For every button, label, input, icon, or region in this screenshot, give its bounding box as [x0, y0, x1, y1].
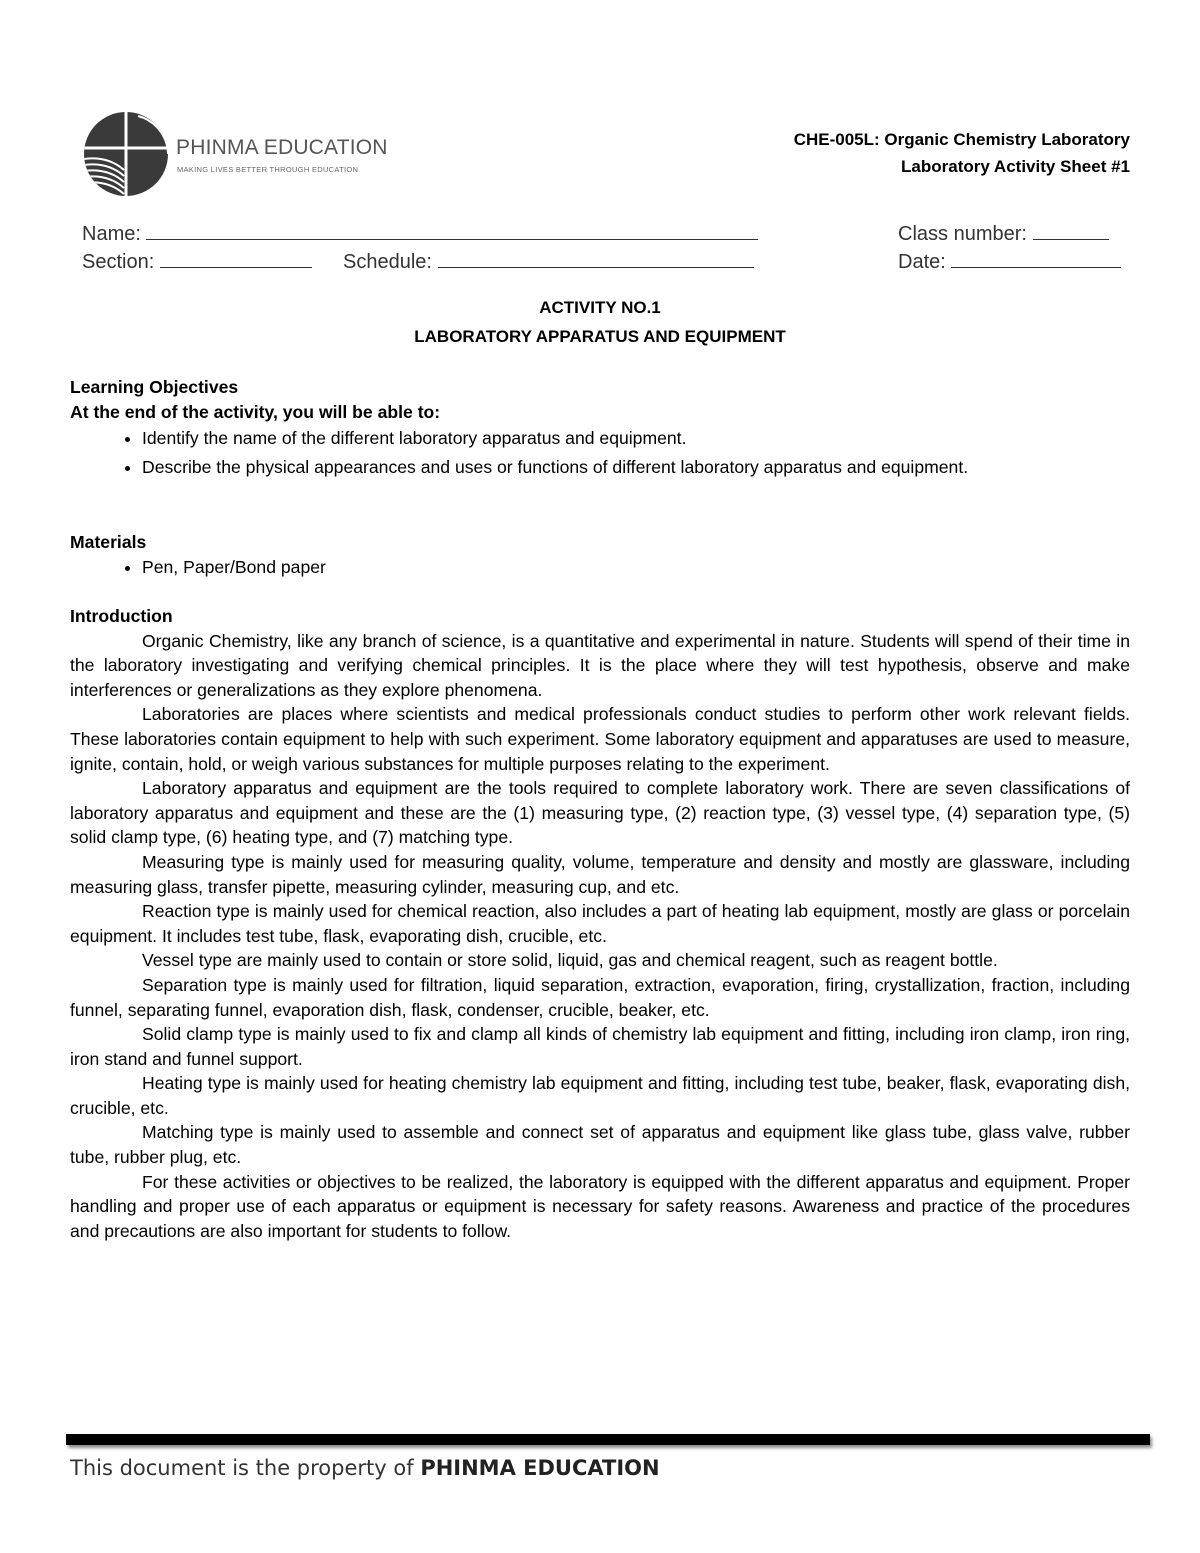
intro-paragraph: Heating type is mainly used for heating chemistry lab equipment and fitting, including test tube, beaker, flask, evaporating dish, crucible, etc.	[70, 1073, 1130, 1118]
schedule-field	[343, 249, 754, 274]
date-blank[interactable]	[951, 249, 1121, 268]
name-field	[82, 221, 758, 246]
objective-item: • Identify the name of the different laboratory apparatus and equipment.	[142, 424, 1130, 453]
logo-tagline: MAKING LIVES BETTER THROUGH EDUCATION	[177, 165, 359, 174]
intro-paragraph: Laboratories are places where scientists and medical professionals conduct studies to perform other work relevant fields. These laboratories contain equipment to help with such experiment. Some laboratory equipment and apparatuses are used to measure, ignite, contain, hold, or weigh various substances for multiple purposes relating to the experiment.	[70, 704, 1130, 774]
class-number-blank[interactable]	[1033, 221, 1109, 240]
intro-paragraph: Measuring type is mainly used for measuring quality, volume, temperature and density and mostly are glassware, including measuring glass, transfer pipette, measuring cylinder, measuring cup, and etc.	[70, 851, 1130, 897]
phinma-logo	[76, 108, 388, 204]
objectives-lead: At the end of the activity, you will be able to:	[70, 401, 441, 422]
class-number-field	[898, 221, 1109, 246]
name-label: Name:	[82, 223, 141, 245]
objectives-list	[70, 424, 1130, 482]
footer-owner: PHINMA EDUCATION	[420, 1456, 660, 1480]
objectives-section	[70, 375, 1130, 482]
phinma-emblem-icon	[76, 108, 176, 204]
sheet-title: Laboratory Activity Sheet #1	[901, 157, 1130, 176]
course-header	[794, 126, 1130, 180]
section-blank[interactable]	[160, 249, 312, 268]
footer-prefix: This document is the property of	[70, 1456, 414, 1480]
schedule-label: Schedule:	[343, 251, 432, 273]
intro-paragraph: Solid clamp type is mainly used to fix and clamp all kinds of chemistry lab equipment and fitting, including iron clamp, iron ring, iron stand and funnel support.	[70, 1024, 1130, 1069]
logo-brand-text: PHINMA EDUCATION	[176, 136, 388, 159]
intro-paragraph: For these activities or objectives to be realized, the laboratory is equipped with the different apparatus and equipment. Proper handling and proper use of each apparatus or equipment is necessary for safety reasons. Awareness and practice of the procedures and precautions are also important for students to follow.	[70, 1171, 1130, 1241]
intro-paragraph: Separation type is mainly used for filtration, liquid separation, extraction, evaporation, firing, crystallization, fraction, including funnel, separating funnel, evaporation dish, flask, condenser, crucible, beaker, etc.	[70, 974, 1130, 1020]
activity-number: ACTIVITY NO.1	[539, 298, 661, 317]
footer-notice	[70, 1456, 660, 1480]
date-label: Date:	[898, 251, 946, 273]
objective-item: • Describe the physical appearances and uses or functions of different laboratory apparatus and equipment.	[142, 453, 1130, 482]
class-number-label: Class number:	[898, 223, 1027, 245]
section-label: Section:	[82, 251, 155, 273]
intro-paragraph: Organic Chemistry, like any branch of science, is a quantitative and experimental in nature. Students will spend of their time in the laboratory investigating and verifying chemical principles. It is the place where they will test hypothesis, observe and make interferences or generalizations as they explore phenomena.	[70, 630, 1130, 700]
intro-paragraph: Vessel type are mainly used to contain or store solid, liquid, gas and chemical reagent, such as reagent bottle.	[142, 950, 998, 971]
course-title: CHE-005L: Organic Chemistry Laboratory	[793, 130, 1130, 149]
name-blank[interactable]	[146, 221, 758, 240]
activity-title: LABORATORY APPARATUS AND EQUIPMENT	[414, 327, 786, 346]
materials-list	[70, 555, 1130, 580]
material-item: • Pen, Paper/Bond paper	[142, 555, 1130, 580]
introduction-section	[70, 604, 1130, 1243]
objectives-heading: Learning Objectives	[70, 377, 239, 397]
intro-paragraph: Matching type is mainly used to assemble and connect set of apparatus and equipment like glass tube, glass valve, rubber tube, rubber plug, etc.	[70, 1122, 1130, 1168]
intro-paragraph: Laboratory apparatus and equipment are the tools required to complete laboratory work. There are seven classifications of laboratory apparatus and equipment and these are the (1) measuring type, (2) reaction type, (3) vessel type, (4) separation type, (5) solid clamp type, (6) heating type, and (7) matching type.	[70, 778, 1130, 848]
materials-section	[70, 530, 1130, 579]
footer-divider	[66, 1434, 1150, 1445]
introduction-heading: Introduction	[70, 606, 173, 626]
section-field	[82, 249, 312, 274]
date-field	[898, 249, 1121, 274]
materials-heading: Materials	[70, 532, 147, 552]
intro-paragraph: Reaction type is mainly used for chemical reaction, also includes a part of heating lab equipment, mostly are glass or porcelain equipment. It includes test tube, flask, evaporating dish, crucible, etc.	[70, 901, 1130, 946]
schedule-blank[interactable]	[438, 249, 754, 268]
